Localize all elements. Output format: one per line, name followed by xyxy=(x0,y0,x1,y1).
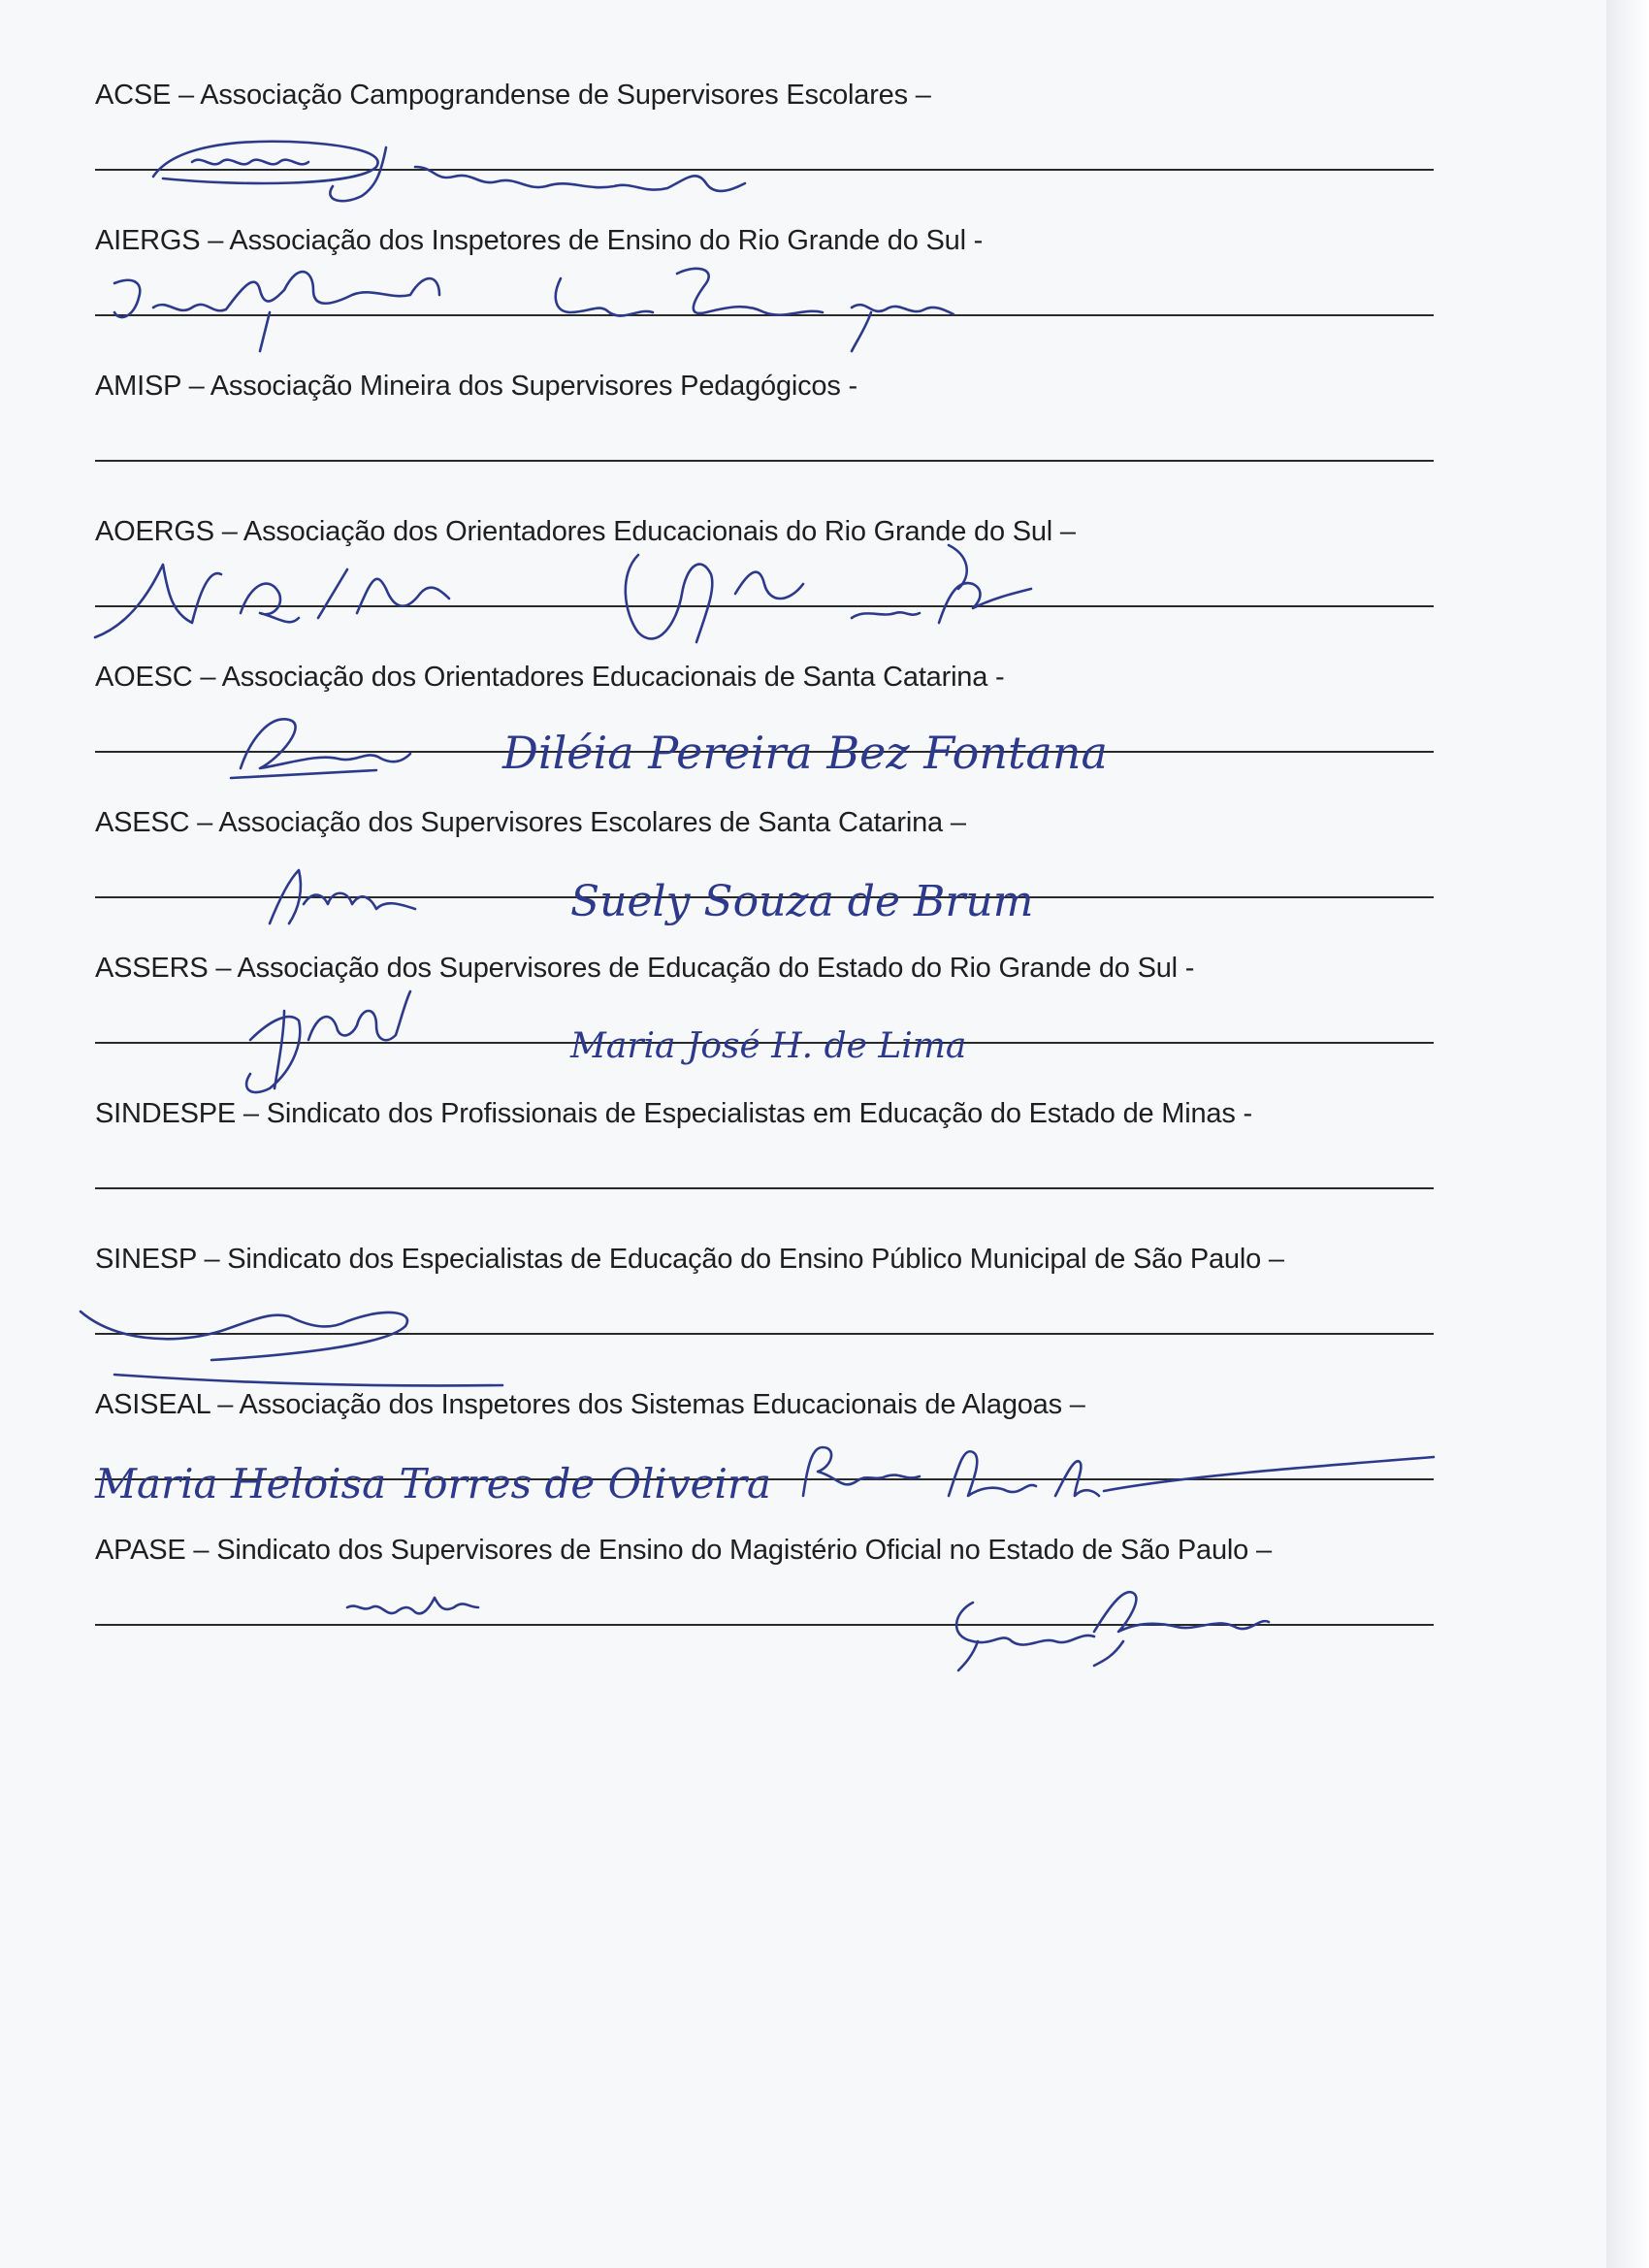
signature-image xyxy=(95,982,1434,1088)
entry-label: AOESC – Associação dos Orientadores Educacionais de Santa Catarina - xyxy=(95,662,1005,693)
entry-label: APASE – Sindicato dos Supervisores de Ensino do Magistério Oficial no Estado de São Paulo – xyxy=(95,1535,1272,1566)
entry-label: SINESP – Sindicato dos Especialistas de Educação do Ensino Público Municipal de São Paulo – xyxy=(95,1244,1284,1275)
entry-label: AMISP – Associação Mineira dos Supervisores Pedagógicos - xyxy=(95,371,857,402)
entry-apase xyxy=(95,1535,1434,1680)
entry-label: ACSE – Associação Campograndense de Supervisores Escolares – xyxy=(95,80,931,111)
signature-image xyxy=(95,836,1434,943)
signature-image xyxy=(95,254,1434,361)
entry-label: ASISEAL – Associação dos Inspetores dos Sistemas Educacionais de Alagoas – xyxy=(95,1389,1085,1420)
entry-label: AOERGS – Associação dos Orientadores Educacionais do Rio Grande do Sul – xyxy=(95,516,1076,547)
signature-image xyxy=(95,1564,1434,1670)
entry-label: SINDESPE – Sindicato dos Profissionais de Especialistas em Educação do Estado de Minas - xyxy=(95,1098,1252,1129)
entry-amisp xyxy=(95,371,1434,516)
signature-image xyxy=(95,109,1434,215)
entry-aoesc xyxy=(95,662,1434,807)
entry-asesc xyxy=(95,807,1434,953)
signature-line xyxy=(95,1187,1434,1189)
entry-acse xyxy=(95,80,1434,225)
entry-sinesp xyxy=(95,1244,1434,1389)
signature-text: Suely Souza de Brum xyxy=(570,877,1034,926)
signature-text: Maria José H. de Lima xyxy=(570,1026,967,1066)
signature-line xyxy=(95,460,1434,462)
signature-text: Diléia Pereira Bez Fontana xyxy=(502,727,1108,779)
signature-image xyxy=(95,691,1434,797)
entry-asiseal xyxy=(95,1389,1434,1535)
signature-image xyxy=(95,1418,1434,1525)
entry-label: ASESC – Associação dos Supervisores Escolares de Santa Catarina – xyxy=(95,807,966,838)
entry-aiergs xyxy=(95,225,1434,371)
signature-text: Maria Heloisa Torres de Oliveira xyxy=(95,1460,771,1507)
page-edge xyxy=(1606,0,1649,2268)
signature-image xyxy=(95,545,1434,652)
entry-label: AIERGS – Associação dos Inspetores de Ensino do Rio Grande do Sul - xyxy=(95,225,984,256)
entry-aoergs xyxy=(95,516,1434,662)
entry-sindespe xyxy=(95,1098,1434,1244)
entry-label: ASSERS – Associação dos Supervisores de Educação do Estado do Rio Grande do Sul - xyxy=(95,953,1195,984)
entry-assers xyxy=(95,953,1434,1098)
signature-image xyxy=(95,1273,1434,1379)
